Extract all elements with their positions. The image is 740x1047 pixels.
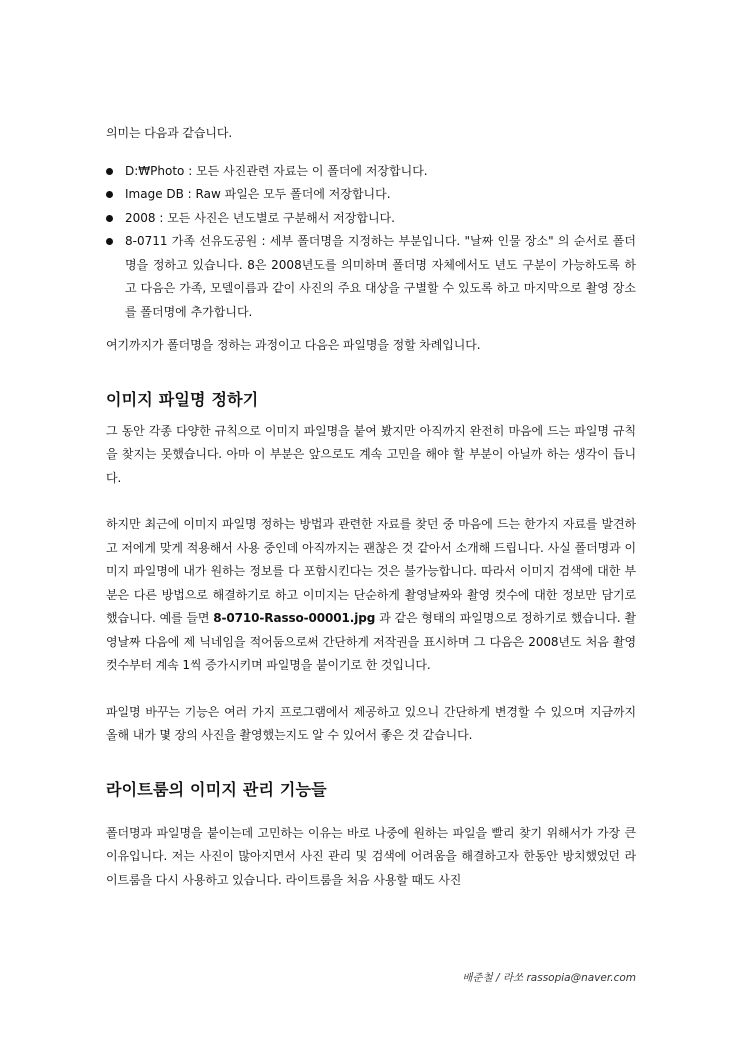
folder-structure-list [106, 160, 636, 325]
example-filename: 8-0710-Rasso-00001.jpg [213, 611, 376, 625]
page-footer: 배준철 / 라쏘 rassopia@naver.com [462, 972, 636, 984]
section-heading-lightroom: 라이트룸의 이미지 관리 기능들 [106, 779, 327, 799]
list-item: Image DB : Raw 파일은 모두 폴더에 저장합니다. [106, 183, 636, 207]
intro-text: 의미는 다음과 같습니다. [106, 126, 233, 140]
list-item: 8-0711 가족 선유도공원 : 세부 폴더명을 지정하는 부분입니다. "날짜 인물 장소" 의 순서로 폴더명을 정하고 있습니다. 8은 2008년도를 의미하며 폴더명 자체에서도 년도 구분이 가능하도록 하고 다음은 가족, 모델이름과 같이 사진의 주요 대상을 구별할 수 있도록 하고 마지막으로 촬영 장소를 폴더명에 추가합니다. [106, 230, 636, 324]
bullet-icon [106, 215, 113, 222]
paragraph: 그 동안 각종 다양한 규칙으로 이미지 파일명을 붙여 봤지만 아직까지 완전히 마음에 드는 파일명 규칙을 찾지는 못했습니다. 아마 이 부분은 앞으로도 계속 고민을 해야 할 부분이 아닐까 하는 생각이 듭니다. [106, 423, 636, 485]
paragraph: 폴더명과 파일명을 붙이는데 고민하는 이유는 바로 나중에 원하는 파일을 빨리 찾기 위해서가 가장 큰 이유입니다. 저는 사진이 많아지면서 사진 관리 및 검색에 어려움을 해결하고자 한동안 방치했었던 라이트룸을 다시 사용하고 있습니다. 라이트룸을 처음 사용할 때도 사진 [106, 825, 636, 887]
folder-summary-paragraph: 여기까지가 폴더명을 정하는 과정이고 다음은 파일명을 정할 차례입니다. [106, 338, 481, 352]
section-heading-filename: 이미지 파일명 정하기 [106, 389, 259, 409]
bullet-icon [106, 168, 113, 175]
page-content [106, 122, 636, 892]
list-item: 2008 : 모든 사진은 년도별로 구분해서 저장합니다. [106, 207, 636, 231]
bullet-icon [106, 191, 113, 198]
list-item: D:₩Photo : 모든 사진관련 자료는 이 폴더에 저장합니다. [106, 160, 636, 184]
paragraph: 파일명 바꾸는 기능은 여러 가지 프로그램에서 제공하고 있으니 간단하게 변경할 수 있으며 지금까지 올해 내가 몇 장의 사진을 촬영했는지도 알 수 있어서 좋은 것 같습니다. [106, 704, 636, 742]
paragraph: 하지만 최근에 이미지 파일명 정하는 방법과 관련한 자료를 찾던 중 마음에 드는 한가지 자료를 발견하고 저에게 맞게 적용해서 사용 중인데 아직까지는 괜찮은 것 같아서 소개해 드립니다. 사실 폴더명과 이미지 파일명에 내가 원하는 정보를 다 포함시킨다는 것은 불가능합니다. 따라서 이미지 검색에 대한 부분은 다른 방법으로 해결하기로 하고 이미지는 단순하게 촬영날짜와 촬영 컷수에 대한 정보만 담기로 했습니다. 예를 들면 8-0710-Rasso-00001.jpg 과 같은 형태의 파일명으로 정하기로 했습니다. 촬영날짜 다음에 제 닉네임을 적어둠으로써 간단하게 저작권을 표시하며 그 다음은 2008년도 처음 촬영 컷수부터 계속 1씩 증가시키며 파일명을 붙이기로 한 것입니다. [106, 517, 636, 672]
bullet-icon [106, 238, 113, 245]
